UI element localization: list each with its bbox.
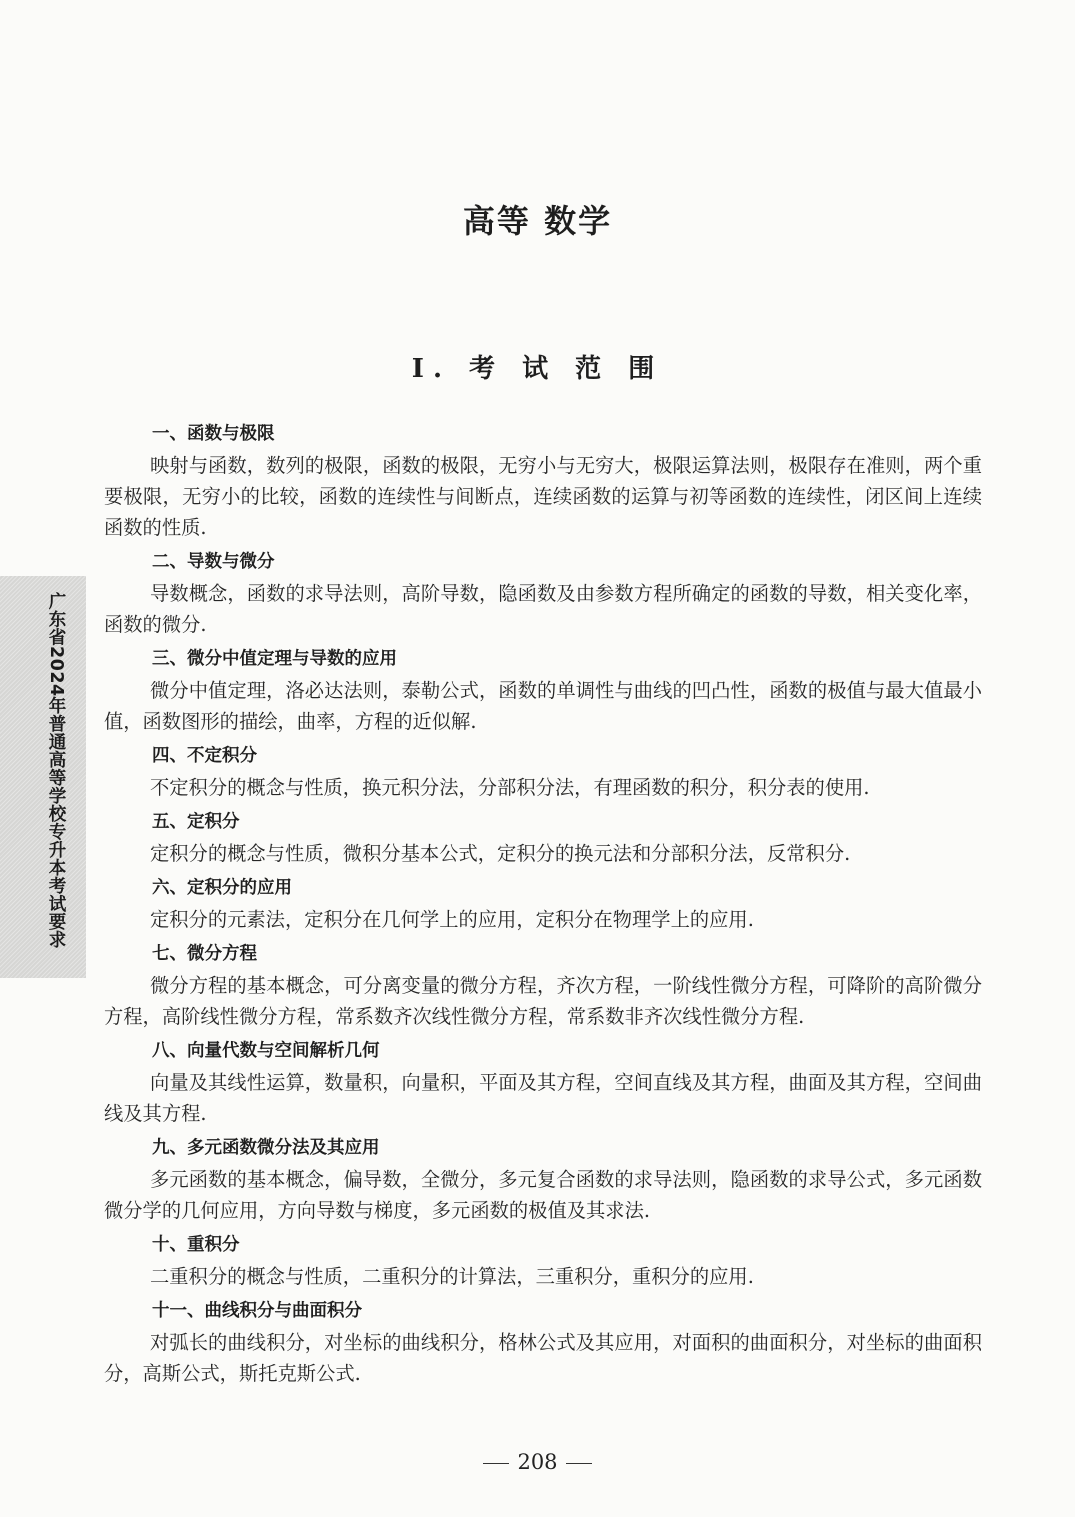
list-item — [104, 643, 982, 737]
item-heading: 九、多元函数微分法及其应用 — [152, 1138, 380, 1158]
item-heading: 十一、曲线积分与曲面积分 — [152, 1301, 362, 1321]
item-heading: 十、重积分 — [152, 1235, 240, 1255]
dash-right — [566, 1463, 592, 1465]
item-body: 映射与函数，数列的极限，函数的极限，无穷小与无穷大，极限运算法则，极限存在准则，两个重要极限，无穷小的比较，函数的连续性与间断点，连续函数的运算与初等函数的连续性，闭区间上连续函数的性质. — [104, 454, 982, 539]
side-tab-label: 广东省2024年普通高等学校专升本考试要求 — [46, 592, 66, 949]
list-item — [104, 1229, 982, 1292]
list-item — [104, 546, 982, 640]
exam-scope-list — [104, 418, 982, 1392]
item-body: 向量及其线性运算，数量积，向量积，平面及其方程，空间直线及其方程，曲面及其方程，空间曲线及其方程. — [104, 1071, 982, 1125]
item-body: 定积分的概念与性质，微积分基本公式，定积分的换元法和分部积分法，反常积分. — [150, 842, 851, 865]
section-title: I. 考 试 范 围 — [411, 354, 664, 384]
item-body: 微分方程的基本概念，可分离变量的微分方程，齐次方程，一阶线性微分方程，可降阶的高阶微分方程，高阶线性微分方程，常系数齐次线性微分方程，常系数非齐次线性微分方程. — [104, 974, 982, 1028]
page-number — [0, 1450, 1075, 1474]
list-item — [104, 872, 982, 935]
dash-left — [483, 1463, 509, 1465]
item-heading: 四、不定积分 — [152, 746, 257, 766]
list-item — [104, 418, 982, 543]
item-heading: 八、向量代数与空间解析几何 — [152, 1041, 380, 1061]
list-item — [104, 1035, 982, 1129]
item-heading: 七、微分方程 — [152, 944, 257, 964]
item-heading: 二、导数与微分 — [152, 552, 275, 572]
list-item — [104, 806, 982, 869]
item-body: 多元函数的基本概念，偏导数，全微分，多元复合函数的求导法则，隐函数的求导公式，多元函数微分学的几何应用，方向导数与梯度，多元函数的极值及其求法. — [104, 1168, 982, 1222]
page-number-value: 208 — [517, 1450, 558, 1474]
item-body: 二重积分的概念与性质，二重积分的计算法，三重积分，重积分的应用. — [150, 1265, 754, 1288]
item-body: 导数概念，函数的求导法则，高阶导数，隐函数及由参数方程所确定的函数的导数，相关变化率，函数的微分. — [104, 582, 982, 636]
item-body: 定积分的元素法，定积分在几何学上的应用，定积分在物理学上的应用. — [150, 908, 754, 931]
list-item — [104, 938, 982, 1032]
page-title: 高等 数学 — [462, 202, 613, 240]
item-heading: 六、定积分的应用 — [152, 878, 292, 898]
side-tab — [0, 576, 86, 978]
item-heading: 一、函数与极限 — [152, 424, 275, 444]
item-heading: 三、微分中值定理与导数的应用 — [152, 649, 397, 669]
list-item — [104, 1295, 982, 1389]
item-body: 微分中值定理，洛必达法则，泰勒公式，函数的单调性与曲线的凹凸性，函数的极值与最大值最小值，函数图形的描绘，曲率，方程的近似解. — [104, 679, 982, 733]
list-item — [104, 1132, 982, 1226]
item-body: 不定积分的概念与性质，换元积分法，分部积分法，有理函数的积分，积分表的使用. — [150, 776, 870, 799]
list-item — [104, 740, 982, 803]
item-body: 对弧长的曲线积分，对坐标的曲线积分，格林公式及其应用，对面积的曲面积分，对坐标的曲面积分，高斯公式，斯托克斯公式. — [104, 1331, 982, 1385]
item-heading: 五、定积分 — [152, 812, 240, 832]
